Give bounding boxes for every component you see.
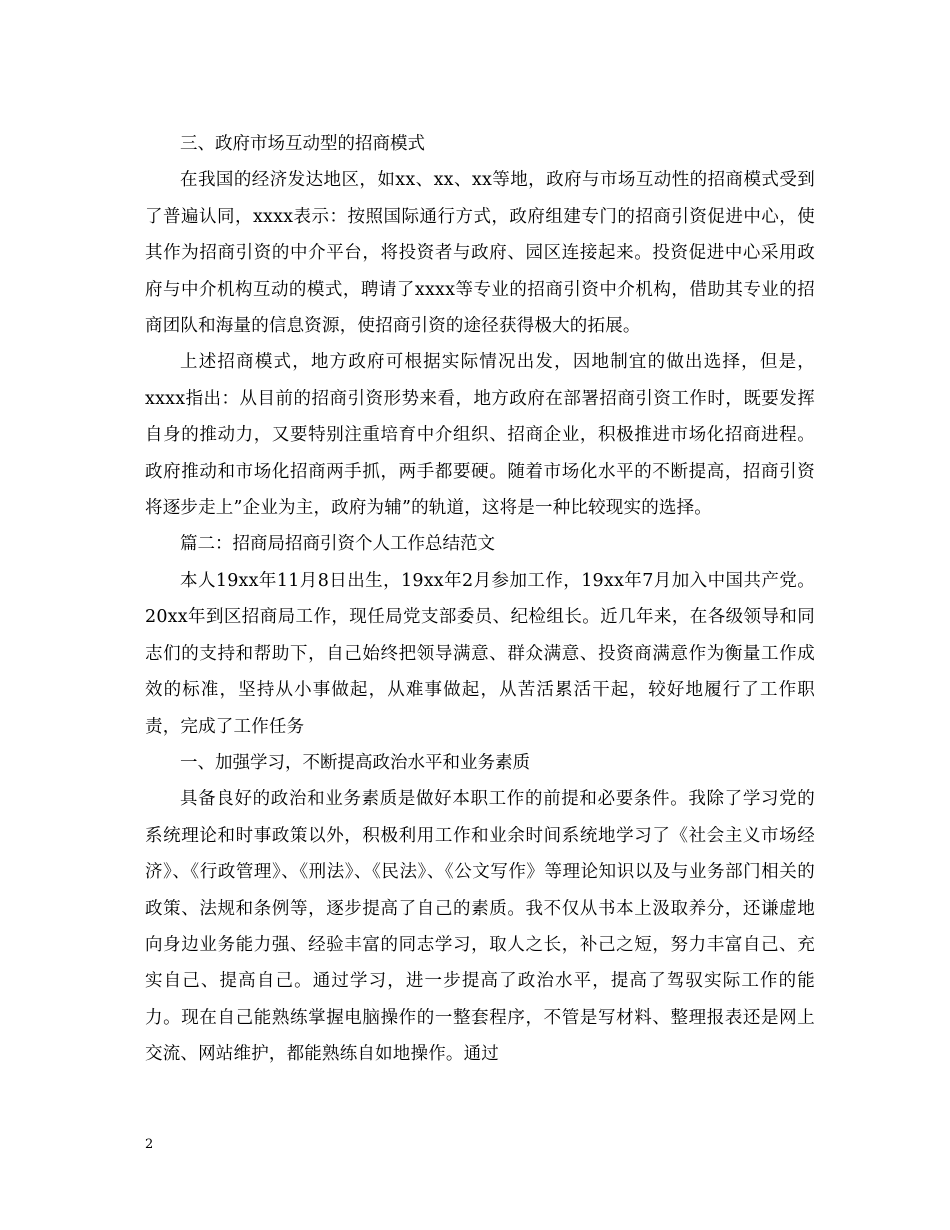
paragraph-1: 在我国的经济发达地区，如xx、xx、xx等地，政府与市场互动性的招商模式受到了普遍认同，xxxx表示：按照国际通行方式，政府组建专门的招商引资促进中心，使其作为招商引资的中介平台，将投资者与政府、园区连接起来。投资促进中心采用政府与中介机构互动的模式，聘请了xxxx等专业的招商引资中介机构，借助其专业的招商团队和海量的信息资源，使招商引资的途径获得极大的拓展。 [145,170,815,337]
paragraph-4: 具备良好的政治和业务素质是做好本职工作的前提和必要条件。我除了学习党的系统理论和时事政策以外，积极利用工作和业余时间系统地学习了《社会主义市场经济》、《行政管理》、《刑法》、《民法》、《公文写作》等理论知识以及与业务部门相关的政策、法规和条例等，逐步提高了自己的素质。我不仅从书本上汲取养分，还谦虚地向身边业务能力强、经验丰富的同志学习，取人之长，补己之短，努力丰富自己、充实自己、提高自己。通过学习，进一步提高了政治水平，提高了驾驭实际工作的能力。现在自己能熟练掌握电脑操作的一整套程序，不管是写材料、整理报表还是网上交流、网站维护，都能熟练自如地操作。通过 [145,789,815,1065]
section-heading-2: 篇二：招商局招商引资个人工作总结范文 [180,534,495,555]
document-body [145,126,815,1073]
paragraph-2: 上述招商模式，地方政府可根据实际情况出发，因地制宜的做出选择，但是，xxxx指出：从目前的招商引资形势来看，地方政府在部署招商引资工作时，既要发挥自身的推动力，又要特别注重培育中介组织、招商企业，积极推进市场化招商进程。政府推动和市场化招商两手抓，两手都要硬。随着市场化水平的不断提高，招商引资将逐步走上”企业为主，政府为辅”的轨道，这将是一种比较现实的选择。 [145,352,815,519]
paragraph-3: 本人19xx年11月8日出生，19xx年2月参加工作，19xx年7月加入中国共产党。20xx年到区招商局工作，现任局党支部委员、纪检组长。近几年来，在各级领导和同志们的支持和帮助下，自己始终把领导满意、群众满意、投资商满意作为衡量工作成效的标准，坚持从小事做起，从难事做起，从苦活累活干起，较好地履行了工作职责，完成了工作任务 [145,570,815,737]
section-heading-1: 三、政府市场互动型的招商模式 [180,134,425,154]
page-number: 2 [145,1137,154,1152]
section-heading-3: 一、加强学习，不断提高政治水平和业务素质 [180,752,530,773]
